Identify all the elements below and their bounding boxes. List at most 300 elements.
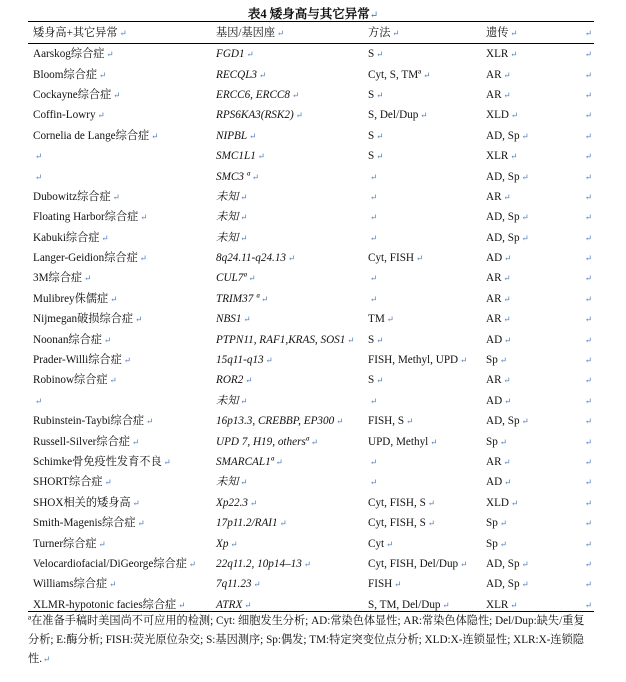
cell-inheritance: Sp ↵ bbox=[486, 354, 507, 367]
row-end-mark bbox=[574, 391, 594, 411]
paragraph-mark-icon: ↵ bbox=[376, 130, 384, 141]
paragraph-mark-icon: ↵ bbox=[277, 28, 285, 38]
footnote: ª在准备手稿时美国尚不可应用的检测; Cyt: 细胞发生分析; AD:常染色体显性; AR:常染色体隐性; Del/Dup:缺失/重复分析; E:酶分析; FISH:荧光原位杂交; S:基因测序; Sp:偶发; TM:特定突变位点分析; XLD:X-连锁显性; XLR:X-连锁隐性.↵ bbox=[28, 615, 585, 665]
cell-method: FISH, S ↵ bbox=[368, 415, 414, 428]
paragraph-mark-icon: ↵ bbox=[257, 151, 265, 162]
cell-syndrome: Dubowitz综合症 ↵ bbox=[33, 190, 120, 203]
cell-gene: 16p13.3, CREBBP, EP300 ↵ bbox=[216, 415, 344, 428]
paragraph-mark-icon: ↵ bbox=[511, 497, 519, 508]
cell-inheritance: AR ↵ bbox=[486, 292, 511, 305]
paragraph-mark-icon: ↵ bbox=[240, 477, 248, 488]
paragraph-mark-icon: ↵ bbox=[140, 212, 148, 223]
paragraph-mark-icon: ↵ bbox=[521, 212, 529, 223]
paragraph-mark-icon: ↵ bbox=[584, 232, 592, 243]
row-end-mark bbox=[574, 64, 594, 84]
paragraph-mark-icon: ↵ bbox=[123, 355, 131, 366]
cell-syndrome: Russell-Silver综合症 ↵ bbox=[33, 435, 140, 448]
cell-method: S ↵ bbox=[368, 88, 384, 101]
cell-method: S ↵ bbox=[368, 129, 384, 142]
syndrome-table bbox=[28, 22, 594, 615]
cell-method: Cyt, FISH, S ↵ bbox=[368, 496, 435, 509]
cell-inheritance: AR ↵ bbox=[486, 68, 511, 81]
paragraph-mark-icon: ↵ bbox=[35, 395, 43, 406]
paragraph-mark-icon: ↵ bbox=[503, 273, 511, 284]
paragraph-mark-icon: ↵ bbox=[503, 293, 511, 304]
cell-inheritance: AR ↵ bbox=[486, 374, 511, 387]
cell-gene: SMC1L1 ↵ bbox=[216, 150, 265, 163]
paragraph-mark-icon: ↵ bbox=[109, 579, 117, 590]
cell-syndrome: 3M综合症 ↵ bbox=[33, 272, 92, 285]
header-syndrome: 矮身高+其它异常 ↵ bbox=[33, 27, 127, 39]
paragraph-mark-icon: ↵ bbox=[369, 10, 379, 21]
cell-method: Cyt, FISH, Del/Dup ↵ bbox=[368, 557, 468, 570]
cell-gene: 17p11.2/RAI1 ↵ bbox=[216, 517, 287, 530]
paragraph-mark-icon: ↵ bbox=[253, 579, 261, 590]
cell-syndrome: SHORT综合症 ↵ bbox=[33, 476, 112, 489]
paragraph-mark-icon: ↵ bbox=[251, 171, 259, 182]
cell-syndrome: Kabuki综合症 ↵ bbox=[33, 231, 109, 244]
row-end-mark bbox=[574, 44, 594, 64]
paragraph-mark-icon: ↵ bbox=[240, 395, 248, 406]
paragraph-mark-icon: ↵ bbox=[370, 273, 378, 284]
paragraph-mark-icon: ↵ bbox=[240, 232, 248, 243]
cell-method: FISH, Methyl, UPD ↵ bbox=[368, 354, 468, 367]
cell-gene: PTPN11, RAF1,KRAS, SOS1 ↵ bbox=[216, 333, 355, 346]
cell-gene: CUL7ª ↵ bbox=[216, 272, 256, 285]
paragraph-mark-icon: ↵ bbox=[503, 375, 511, 386]
table-row bbox=[28, 574, 594, 594]
paragraph-mark-icon: ↵ bbox=[504, 334, 512, 345]
cell-inheritance: AD, Sp ↵ bbox=[486, 557, 529, 570]
table-row bbox=[28, 533, 594, 553]
paragraph-mark-icon: ↵ bbox=[84, 273, 92, 284]
cell-inheritance: XLR ↵ bbox=[486, 598, 518, 611]
cell-syndrome: Aarskog综合症 ↵ bbox=[33, 48, 114, 61]
row-end-mark bbox=[574, 85, 594, 105]
paragraph-mark-icon: ↵ bbox=[521, 130, 529, 141]
paragraph-mark-icon: ↵ bbox=[303, 558, 311, 569]
paragraph-mark-icon: ↵ bbox=[240, 212, 248, 223]
paragraph-mark-icon: ↵ bbox=[503, 89, 511, 100]
table-row bbox=[28, 289, 594, 309]
paragraph-mark-icon: ↵ bbox=[110, 293, 118, 304]
row-end-mark bbox=[574, 268, 594, 288]
table-row bbox=[28, 64, 594, 84]
paragraph-mark-icon: ↵ bbox=[137, 518, 145, 529]
table-row bbox=[28, 146, 594, 166]
cell-inheritance: XLR ↵ bbox=[486, 150, 518, 163]
cell-inheritance: AD, Sp ↵ bbox=[486, 170, 529, 183]
paragraph-mark-icon: ↵ bbox=[584, 518, 592, 529]
cell-inheritance: AR ↵ bbox=[486, 88, 511, 101]
paragraph-mark-icon: ↵ bbox=[295, 110, 303, 121]
paragraph-mark-icon: ↵ bbox=[521, 579, 529, 590]
table-row bbox=[28, 411, 594, 431]
header-inheritance: 遗传 ↵ bbox=[486, 27, 518, 39]
paragraph-mark-icon: ↵ bbox=[521, 232, 529, 243]
paragraph-mark-icon: ↵ bbox=[584, 69, 592, 80]
row-end-mark bbox=[574, 187, 594, 207]
paragraph-mark-icon: ↵ bbox=[584, 28, 592, 38]
paragraph-mark-icon: ↵ bbox=[97, 110, 105, 121]
cell-syndrome: XLMR-hypotonic facies综合症 ↵ bbox=[33, 598, 186, 611]
cell-gene: 22q11.2, 10p14–13 ↵ bbox=[216, 557, 311, 570]
cell-gene: 未知 ↵ bbox=[216, 394, 248, 407]
paragraph-mark-icon: ↵ bbox=[584, 355, 592, 366]
paragraph-mark-icon: ↵ bbox=[259, 69, 267, 80]
cell-inheritance: AD ↵ bbox=[486, 394, 512, 407]
cell-inheritance: XLD ↵ bbox=[486, 496, 519, 509]
cell-syndrome: Floating Harbor综合症 ↵ bbox=[33, 211, 148, 224]
cell-gene: 未知 ↵ bbox=[216, 231, 248, 244]
cell-inheritance: AD, Sp ↵ bbox=[486, 129, 529, 142]
cell-gene: 未知 ↵ bbox=[216, 476, 248, 489]
paragraph-mark-icon: ↵ bbox=[376, 89, 384, 100]
paragraph-mark-icon: ↵ bbox=[584, 253, 592, 264]
paragraph-mark-icon: ↵ bbox=[584, 130, 592, 141]
paragraph-mark-icon: ↵ bbox=[261, 293, 269, 304]
cell-method: Cyt, FISH, S ↵ bbox=[368, 517, 435, 530]
paragraph-mark-icon: ↵ bbox=[370, 191, 378, 202]
paragraph-mark-icon: ↵ bbox=[151, 130, 159, 141]
paragraph-mark-icon: ↵ bbox=[43, 654, 51, 664]
paragraph-mark-icon: ↵ bbox=[510, 599, 518, 610]
cell-method: S ↵ bbox=[368, 150, 384, 163]
paragraph-mark-icon: ↵ bbox=[584, 273, 592, 284]
paragraph-mark-icon: ↵ bbox=[146, 416, 154, 427]
table-row bbox=[28, 85, 594, 105]
cell-gene: Xp ↵ bbox=[216, 537, 238, 550]
cell-method: S, Del/Dup ↵ bbox=[368, 109, 428, 122]
table-row bbox=[28, 391, 594, 411]
header-method: 方法 ↵ bbox=[368, 27, 400, 39]
paragraph-mark-icon: ↵ bbox=[112, 191, 120, 202]
paragraph-mark-icon: ↵ bbox=[119, 28, 127, 38]
paragraph-mark-icon: ↵ bbox=[243, 314, 251, 325]
cell-syndrome: Velocardiofacial/DiGeorge综合症 ↵ bbox=[33, 557, 197, 570]
cell-gene: ATRX ↵ bbox=[216, 598, 252, 611]
row-end-mark bbox=[574, 166, 594, 186]
row-end-mark bbox=[574, 513, 594, 533]
paragraph-mark-icon: ↵ bbox=[584, 538, 592, 549]
paragraph-mark-icon: ↵ bbox=[499, 436, 507, 447]
paragraph-mark-icon: ↵ bbox=[584, 49, 592, 60]
paragraph-mark-icon: ↵ bbox=[249, 130, 257, 141]
paragraph-mark-icon: ↵ bbox=[275, 457, 283, 467]
paragraph-mark-icon: ↵ bbox=[584, 314, 592, 325]
row-end-mark bbox=[574, 431, 594, 451]
paragraph-mark-icon: ↵ bbox=[265, 355, 273, 366]
cell-method bbox=[363, 207, 481, 227]
cell-gene: UPD 7, H19, othersª ↵ bbox=[216, 435, 319, 448]
paragraph-mark-icon: ↵ bbox=[103, 334, 112, 345]
paragraph-mark-icon: ↵ bbox=[504, 253, 512, 264]
paragraph-mark-icon: ↵ bbox=[584, 375, 592, 386]
paragraph-mark-icon: ↵ bbox=[106, 49, 114, 60]
cell-inheritance: AD, Sp ↵ bbox=[486, 415, 529, 428]
paragraph-mark-icon: ↵ bbox=[376, 151, 384, 162]
paragraph-mark-icon: ↵ bbox=[416, 253, 424, 264]
paragraph-mark-icon: ↵ bbox=[510, 151, 518, 162]
cell-gene: NBS1 ↵ bbox=[216, 313, 251, 326]
paragraph-mark-icon: ↵ bbox=[504, 477, 512, 488]
cell-syndrome bbox=[28, 146, 211, 166]
paragraph-mark-icon: ↵ bbox=[584, 191, 592, 202]
paragraph-mark-icon: ↵ bbox=[521, 171, 529, 182]
table-row bbox=[28, 513, 594, 533]
cell-syndrome: Nijmegan破损综合症 ↵ bbox=[33, 313, 143, 326]
paragraph-mark-icon: ↵ bbox=[370, 171, 378, 182]
cell-method: Cyt ↵ bbox=[368, 537, 394, 550]
paragraph-mark-icon: ↵ bbox=[131, 436, 140, 447]
paragraph-mark-icon: ↵ bbox=[442, 599, 450, 610]
cell-gene: NIPBL ↵ bbox=[216, 129, 257, 142]
cell-gene: Xp22.3 ↵ bbox=[216, 496, 258, 509]
cell-inheritance: Sp ↵ bbox=[486, 435, 507, 448]
cell-method: Cyt, S, TMª ↵ bbox=[368, 68, 431, 81]
paragraph-mark-icon: ↵ bbox=[510, 28, 518, 38]
paragraph-mark-icon: ↵ bbox=[511, 110, 519, 121]
cell-syndrome: SHOX相关的矮身高 ↵ bbox=[33, 496, 140, 509]
paragraph-mark-icon: ↵ bbox=[135, 314, 143, 325]
cell-method: UPD, Methyl ↵ bbox=[368, 435, 438, 448]
cell-syndrome: Williams综合症 ↵ bbox=[33, 578, 117, 591]
cell-syndrome bbox=[28, 166, 211, 186]
cell-gene: TRIM37 ª ↵ bbox=[216, 292, 269, 305]
paragraph-mark-icon: ↵ bbox=[406, 416, 414, 427]
paragraph-mark-icon: ↵ bbox=[336, 416, 344, 427]
cell-syndrome: Langer-Geidion综合症 ↵ bbox=[33, 252, 147, 265]
paragraph-mark-icon: ↵ bbox=[430, 436, 438, 447]
paragraph-mark-icon: ↵ bbox=[347, 334, 355, 345]
cell-inheritance: AD, Sp ↵ bbox=[486, 231, 529, 244]
row-end-mark bbox=[574, 493, 594, 513]
paragraph-mark-icon: ↵ bbox=[230, 538, 238, 549]
paragraph-mark-icon: ↵ bbox=[248, 273, 256, 284]
paragraph-mark-icon: ↵ bbox=[584, 171, 592, 182]
row-end-mark bbox=[574, 105, 594, 125]
paragraph-mark-icon: ↵ bbox=[503, 69, 511, 80]
cell-syndrome: Mulibrey侏儒症 ↵ bbox=[33, 292, 118, 305]
cell-method: S ↵ bbox=[368, 333, 384, 346]
cell-method: Cyt, FISH ↵ bbox=[368, 252, 424, 265]
cell-gene: SMC3 ª ↵ bbox=[216, 170, 259, 183]
table-row bbox=[28, 309, 594, 329]
cell-inheritance: AD ↵ bbox=[486, 476, 512, 489]
table-row bbox=[28, 126, 594, 146]
paragraph-mark-icon: ↵ bbox=[370, 457, 378, 467]
paragraph-mark-icon: ↵ bbox=[288, 253, 296, 264]
row-end-mark bbox=[574, 472, 594, 492]
cell-syndrome: Robinow综合症 ↵ bbox=[33, 374, 117, 387]
cell-method bbox=[363, 187, 481, 207]
cell-method: TM ↵ bbox=[368, 313, 394, 326]
paragraph-mark-icon: ↵ bbox=[35, 151, 43, 162]
paragraph-mark-icon: ↵ bbox=[394, 579, 402, 590]
cell-inheritance: XLD ↵ bbox=[486, 109, 519, 122]
cell-gene: 8q24.11-q24.13 ↵ bbox=[216, 252, 296, 265]
row-end-mark bbox=[574, 329, 594, 349]
cell-syndrome: Prader-Willi综合症 ↵ bbox=[33, 354, 131, 367]
paragraph-mark-icon: ↵ bbox=[101, 232, 109, 243]
paragraph-mark-icon: ↵ bbox=[584, 110, 592, 121]
paragraph-mark-icon: ↵ bbox=[584, 457, 592, 467]
paragraph-mark-icon: ↵ bbox=[584, 89, 592, 100]
cell-inheritance: Sp ↵ bbox=[486, 517, 507, 530]
paragraph-mark-icon: ↵ bbox=[584, 477, 592, 488]
cell-inheritance: AD ↵ bbox=[486, 333, 512, 346]
table-row bbox=[28, 187, 594, 207]
cell-syndrome: Cornelia de Lange综合症 ↵ bbox=[33, 129, 159, 142]
cell-gene: ERCC6, ERCC8 ↵ bbox=[216, 88, 300, 101]
cell-method bbox=[363, 391, 481, 411]
row-end-mark bbox=[574, 289, 594, 309]
paragraph-mark-icon: ↵ bbox=[250, 497, 258, 508]
cell-inheritance: AR ↵ bbox=[486, 456, 511, 468]
table-row bbox=[28, 44, 594, 64]
cell-method bbox=[363, 472, 481, 492]
table-row bbox=[28, 105, 594, 125]
cell-syndrome: Turner综合症 ↵ bbox=[33, 537, 106, 550]
table-row bbox=[28, 207, 594, 227]
cell-inheritance: AR ↵ bbox=[486, 313, 511, 326]
cell-syndrome: Coffin-Lowry ↵ bbox=[33, 109, 105, 122]
cell-inheritance: Sp ↵ bbox=[486, 537, 507, 550]
cell-inheritance: AD ↵ bbox=[486, 252, 512, 265]
cell-syndrome: Rubinstein-Taybi综合症 ↵ bbox=[33, 415, 154, 428]
table-row bbox=[28, 248, 594, 268]
paragraph-mark-icon: ↵ bbox=[139, 253, 147, 264]
row-end-mark bbox=[574, 370, 594, 390]
paragraph-mark-icon: ↵ bbox=[584, 151, 592, 162]
table-row bbox=[28, 350, 594, 370]
table-row bbox=[28, 554, 594, 574]
paragraph-mark-icon: ↵ bbox=[423, 69, 431, 80]
cell-syndrome: Cockayne综合症 ↵ bbox=[33, 88, 121, 101]
cell-gene: 未知 ↵ bbox=[216, 211, 248, 224]
paragraph-mark-icon: ↵ bbox=[376, 334, 384, 345]
cell-gene: 未知 ↵ bbox=[216, 190, 248, 203]
cell-syndrome: Smith-Magenis综合症 ↵ bbox=[33, 517, 145, 530]
paragraph-mark-icon: ↵ bbox=[521, 558, 529, 569]
paragraph-mark-icon: ↵ bbox=[460, 558, 468, 569]
cell-syndrome: Bloom综合症 ↵ bbox=[33, 68, 107, 81]
paragraph-mark-icon: ↵ bbox=[279, 518, 287, 529]
paragraph-mark-icon: ↵ bbox=[376, 375, 384, 386]
table-row bbox=[28, 166, 594, 186]
paragraph-mark-icon: ↵ bbox=[310, 436, 319, 447]
paragraph-mark-icon: ↵ bbox=[584, 293, 592, 304]
paragraph-mark-icon: ↵ bbox=[510, 49, 518, 60]
header-row bbox=[28, 22, 594, 44]
table-row bbox=[28, 370, 594, 390]
cell-method bbox=[363, 452, 481, 472]
row-end-mark bbox=[574, 554, 594, 574]
paragraph-mark-icon: ↵ bbox=[584, 579, 592, 590]
cell-method bbox=[363, 228, 481, 248]
row-end-mark bbox=[574, 126, 594, 146]
paragraph-mark-icon: ↵ bbox=[113, 89, 121, 100]
paragraph-mark-icon: ↵ bbox=[584, 395, 592, 406]
row-end-mark bbox=[574, 248, 594, 268]
paragraph-mark-icon: ↵ bbox=[178, 599, 186, 610]
row-end-mark bbox=[574, 574, 594, 594]
paragraph-mark-icon: ↵ bbox=[244, 599, 252, 610]
cell-gene: RECQL3 ↵ bbox=[216, 68, 267, 81]
table-row bbox=[28, 452, 594, 472]
paragraph-mark-icon: ↵ bbox=[584, 416, 592, 427]
row-end-mark bbox=[574, 146, 594, 166]
cell-method bbox=[363, 166, 481, 186]
paragraph-mark-icon: ↵ bbox=[584, 212, 592, 223]
paragraph-mark-icon: ↵ bbox=[584, 497, 592, 508]
cell-syndrome: Noonan综合症 ↵ bbox=[33, 333, 112, 346]
paragraph-mark-icon: ↵ bbox=[35, 171, 43, 182]
table-row bbox=[28, 329, 594, 349]
table-row bbox=[28, 493, 594, 513]
cell-gene: 15q11-q13 ↵ bbox=[216, 354, 273, 367]
row-end-mark bbox=[574, 452, 594, 472]
row-end-mark bbox=[574, 533, 594, 553]
row-end-mark bbox=[574, 350, 594, 370]
paragraph-mark-icon: ↵ bbox=[132, 497, 140, 508]
row-end-mark bbox=[574, 207, 594, 227]
cell-gene: FGD1 ↵ bbox=[216, 48, 254, 61]
paragraph-mark-icon: ↵ bbox=[504, 395, 512, 406]
row-end-mark bbox=[574, 309, 594, 329]
paragraph-mark-icon: ↵ bbox=[291, 89, 300, 100]
paragraph-mark-icon: ↵ bbox=[370, 395, 378, 406]
cell-gene: ROR2 ↵ bbox=[216, 374, 253, 387]
cell-method: FISH ↵ bbox=[368, 578, 402, 591]
paragraph-mark-icon: ↵ bbox=[376, 49, 384, 60]
paragraph-mark-icon: ↵ bbox=[392, 28, 400, 38]
paragraph-mark-icon: ↵ bbox=[503, 191, 511, 202]
paragraph-mark-icon: ↵ bbox=[109, 375, 117, 386]
table-row bbox=[28, 472, 594, 492]
paragraph-mark-icon: ↵ bbox=[584, 436, 592, 447]
table-row bbox=[28, 228, 594, 248]
row-end-mark bbox=[574, 228, 594, 248]
cell-method bbox=[363, 268, 481, 288]
cell-method: S, TM, Del/Dup ↵ bbox=[368, 598, 450, 611]
table-title: 表4 矮身高与其它异常↵ bbox=[247, 7, 379, 21]
paragraph-mark-icon: ↵ bbox=[99, 69, 107, 80]
paragraph-mark-icon: ↵ bbox=[584, 558, 592, 569]
cell-inheritance: AD, Sp ↵ bbox=[486, 211, 529, 224]
paragraph-mark-icon: ↵ bbox=[584, 334, 592, 345]
paragraph-mark-icon: ↵ bbox=[240, 191, 248, 202]
table-row bbox=[28, 268, 594, 288]
paragraph-mark-icon: ↵ bbox=[460, 355, 468, 366]
paragraph-mark-icon: ↵ bbox=[521, 416, 529, 427]
paragraph-mark-icon: ↵ bbox=[245, 375, 253, 386]
cell-syndrome bbox=[28, 391, 211, 411]
cell-inheritance: AR ↵ bbox=[486, 190, 511, 203]
cell-inheritance: AD, Sp ↵ bbox=[486, 578, 529, 591]
header-gene: 基因/基因座 ↵ bbox=[216, 27, 285, 39]
cell-method bbox=[363, 289, 481, 309]
cell-method: S ↵ bbox=[368, 374, 384, 387]
paragraph-mark-icon: ↵ bbox=[98, 538, 106, 549]
cell-method: S ↵ bbox=[368, 48, 384, 61]
table-row bbox=[28, 431, 594, 451]
cell-inheritance: AR ↵ bbox=[486, 272, 511, 285]
paragraph-mark-icon: ↵ bbox=[499, 538, 507, 549]
paragraph-mark-icon: ↵ bbox=[420, 110, 428, 121]
paragraph-mark-icon: ↵ bbox=[503, 457, 511, 467]
cell-inheritance: XLR ↵ bbox=[486, 48, 518, 61]
